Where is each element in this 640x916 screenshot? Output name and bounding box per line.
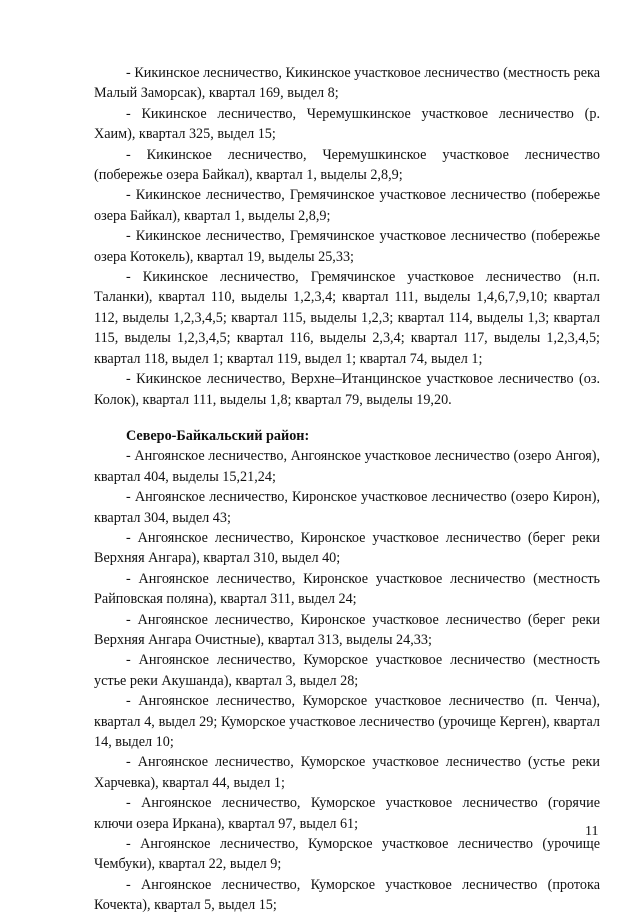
list-item: - Ангоянское лесничество, Куморское участковое лесничество (местность устье реки Акушанда), квартал 3, выдел 28; [94,652,600,689]
list-item: - Кикинское лесничество, Верхне–Итанцинское участковое лесничество (оз. Колок), квартал 111, выделы 1,8; квартал 79, выделы 19,20. [94,371,600,408]
list-item: - Ангоянское лесничество, Киронское участковое лесничество (озеро Кирон), квартал 304, выдел 43; [94,489,600,526]
section-severo-baikalsky [94,446,600,915]
page-number: 11 [585,824,599,839]
list-item: - Ангоянское лесничество, Ангоянское участковое лесничество (озеро Ангоя), квартал 404, выделы 15,21,24; [94,448,600,485]
list-item: - Ангоянское лесничество, Киронское участковое лесничество (местность Райповская поляна), квартал 311, выдел 24; [94,570,600,608]
list-item: - Кикинское лесничество, Кикинское участковое лесничество (местность река Малый Заморсак), квартал 169, выдел 8; [94,65,600,102]
list-item: - Кикинское лесничество, Гремячинское участковое лесничество (побережье озера Котокель), квартал 19, выделы 25,33; [94,228,600,265]
list-item: - Кикинское лесничество, Гремячинское участковое лесничество (н.п. Таланки), квартал 110, выделы 1,2,3,4; квартал 111, выделы 1,4,6,7,9,10; квартал 112, выделы 1,2,3,4,5; квартал 115, выделы 1,2,3; квартал 114, выделы 1,3; квартал 115, выделы 1,2,3,4,5; квартал 116, выделы 2,3,4; квартал 117, выделы 1,2,3,4,5; квартал 118, выдел 1; квартал 119, выдел 1; квартал 74, выдел 1; [94,269,600,367]
list-item: - Ангоянское лесничество, Киронское участковое лесничество (берег реки Верхняя Ангара), квартал 310, выдел 40; [94,529,600,567]
list-item: - Ангоянское лесничество, Киронское участковое лесничество (берег реки Верхняя Ангара Очистные), квартал 313, выделы 24,33; [94,611,600,648]
list-item: - Кикинское лесничество, Черемушкинское участковое лесничество (побережье озера Байкал), квартал 1, выделы 2,8,9; [94,146,600,184]
list-item: - Ангоянское лесничество, Куморское участковое лесничество (горячие ключи озера Иркана), квартал 97, выдел 61; [94,795,600,832]
section-kikinskoe [94,63,600,410]
list-item: - Кикинское лесничество, Гремячинское участковое лесничество (побережье озера Байкал), квартал 1, выделы 2,8,9; [94,187,600,224]
list-item: - Ангоянское лесничество, Куморское участковое лесничество (п. Ченча), квартал 4, выдел 29; Куморское участковое лесничество (урочище Керген), квартал 14, выдел 10; [94,693,600,750]
document-body [94,63,600,916]
list-item: - Ангоянское лесничество, Куморское участковое лесничество (протока Кочекта), квартал 5, выдел 15; [94,876,600,914]
list-item: - Ангоянское лесничество, Куморское участковое лесничество (урочище Чембуки), квартал 22, выдел 9; [94,836,600,873]
list-item: - Кикинское лесничество, Черемушкинское участковое лесничество (р. Хаим), квартал 325, выдел 15; [94,105,600,143]
section-heading: Северо-Байкальский район: [126,427,310,444]
list-item: - Ангоянское лесничество, Куморское участковое лесничество (устье реки Харчевка), квартал 44, выдел 1; [94,754,600,791]
